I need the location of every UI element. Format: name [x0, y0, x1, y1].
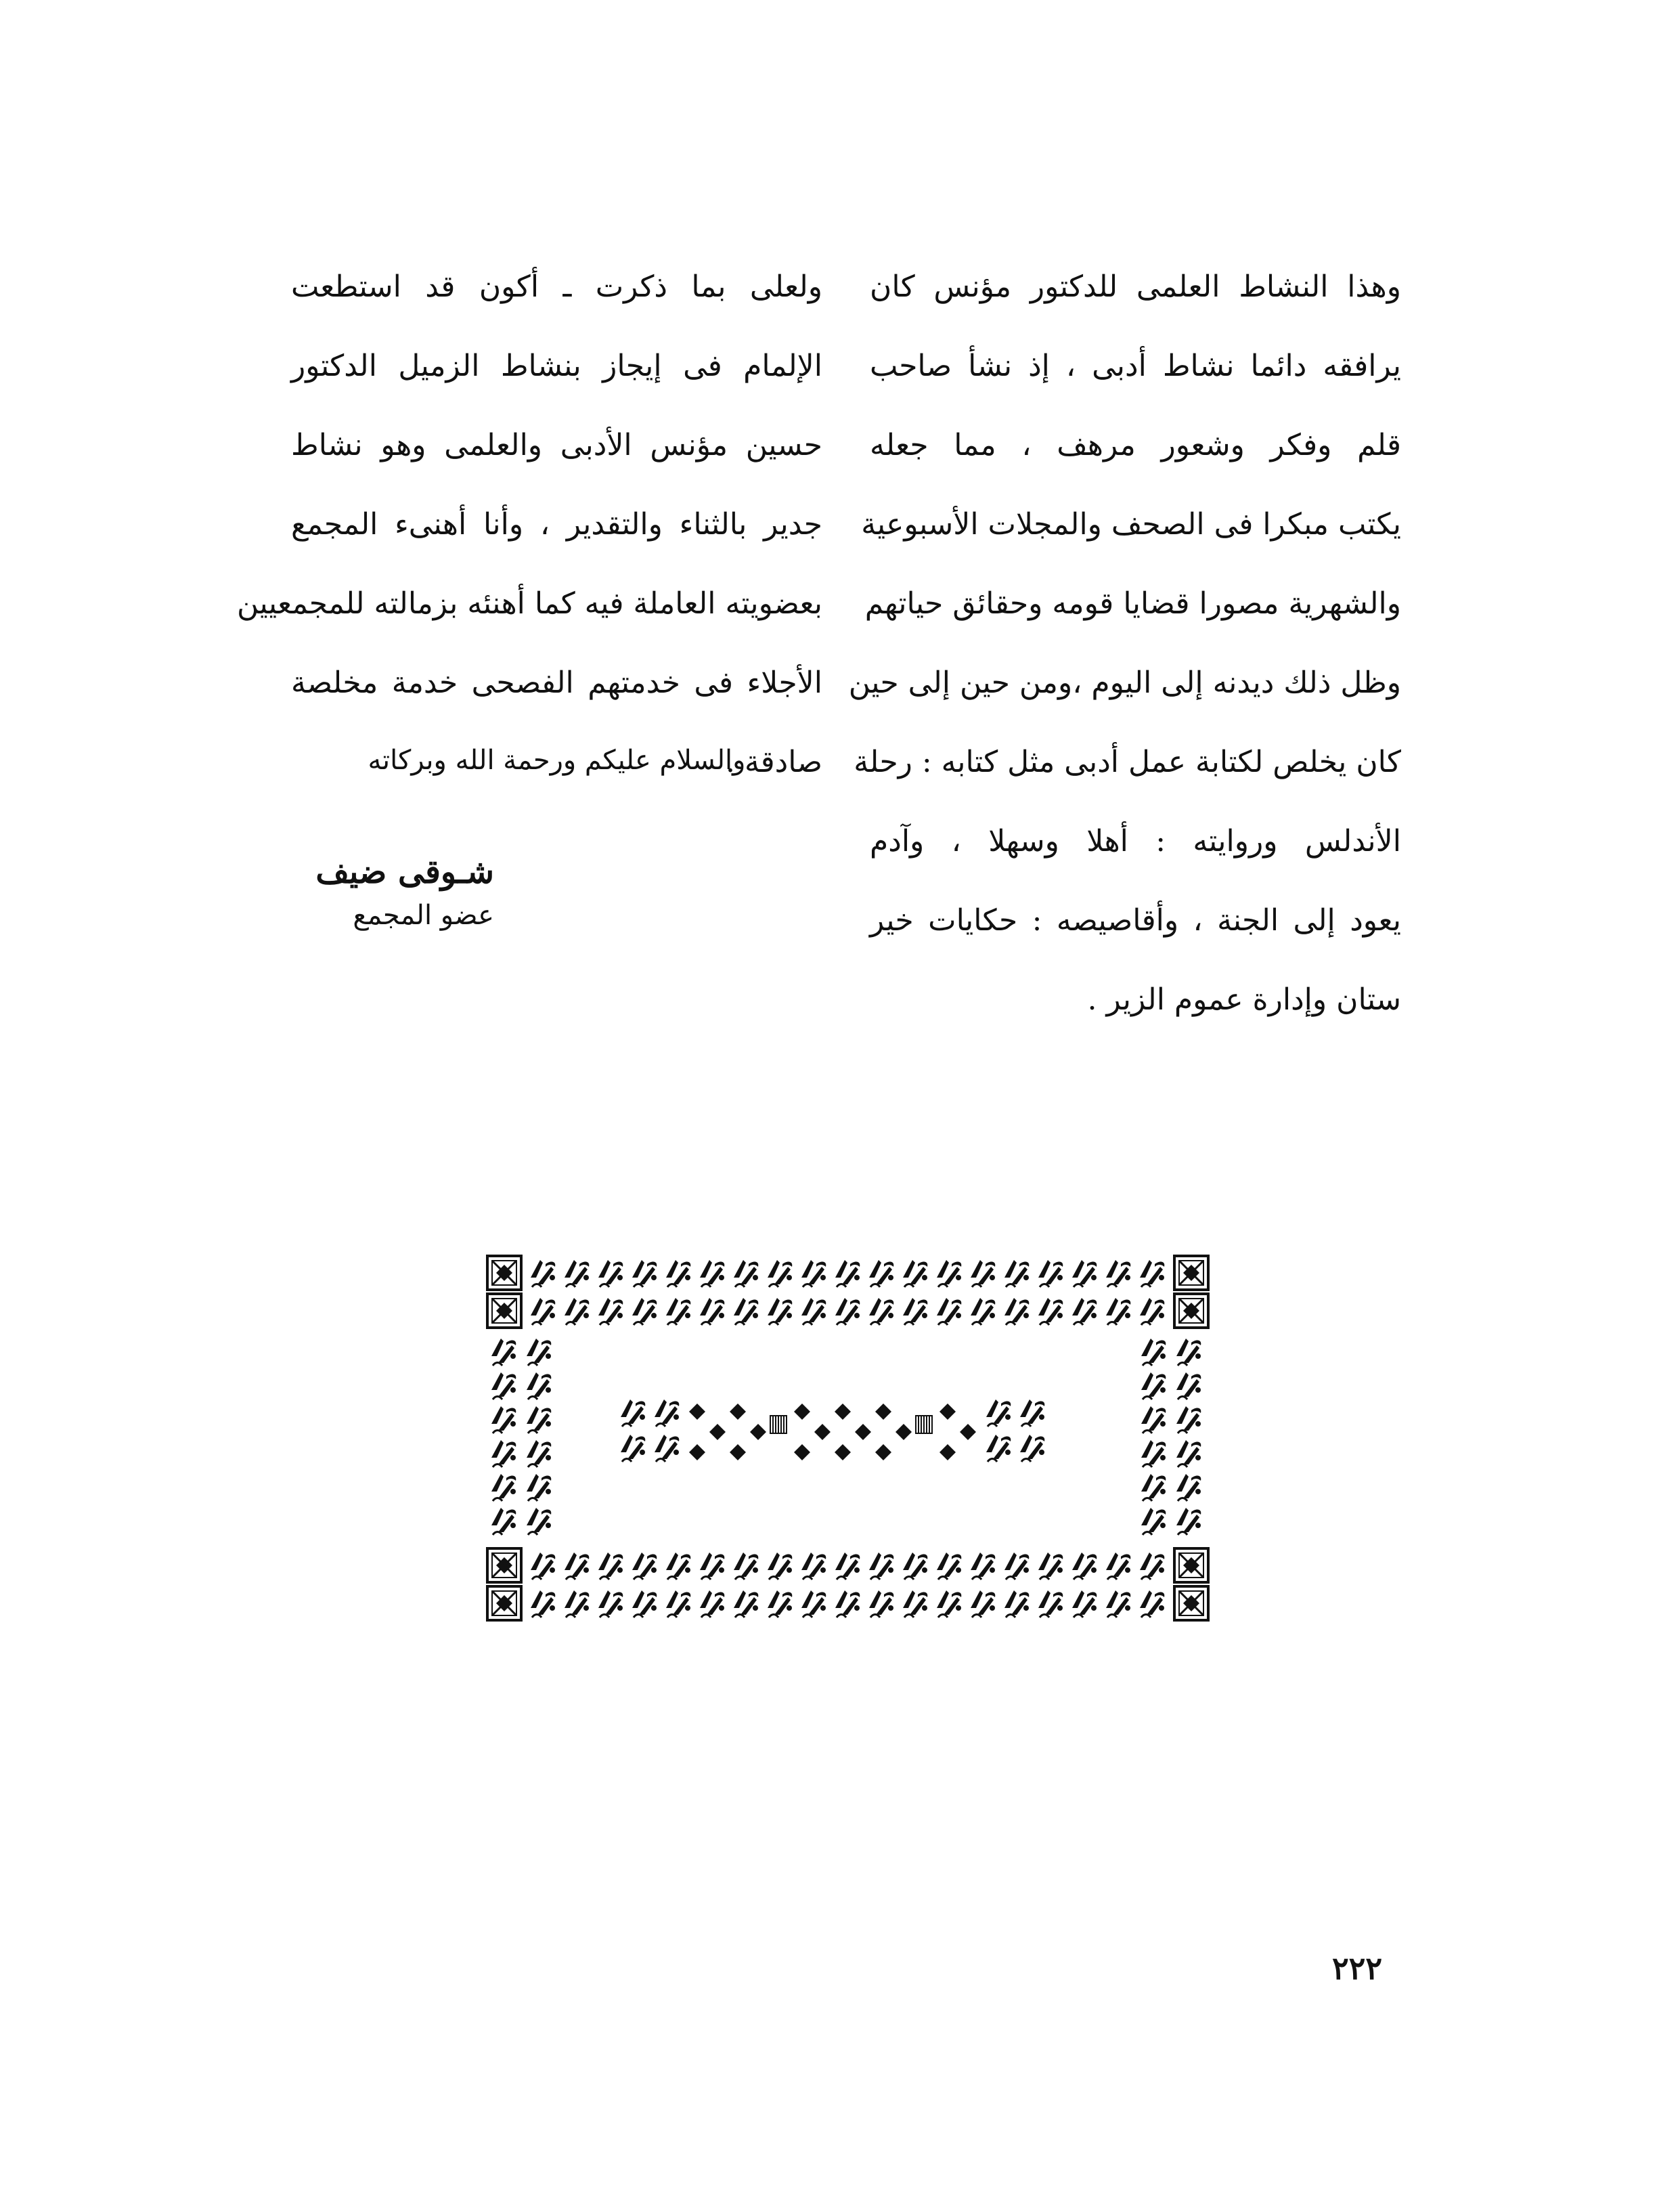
text-line: كان يخلص لكتابة عمل أدبى مثل كتابه : رحلة [854, 745, 1401, 779]
text-line: يرافقه دائما نشاط أدبى ، إذ نشأ صاحب [870, 349, 1401, 383]
text-line: وظل ذلك ديدنه إلى اليوم ،ومن حين إلى حين [848, 666, 1401, 700]
arabesque-border-ornament-icon [486, 1255, 1214, 1622]
text-line: ستان وإدارة عموم الزير . [1087, 982, 1401, 1017]
text-line: جدير بالثناء والتقدير ، وأنا أهنىء المجمع [291, 507, 822, 542]
text-line: قلم وفكر وشعور مرهف ، مما جعله [870, 428, 1401, 462]
text-line: الأندلس وروايته : أهلا وسهلا ، وآدم [870, 824, 1401, 859]
text-line: وهذا النشاط العلمى للدكتور مؤنس كان [870, 269, 1401, 304]
text-line: الأجلاء فى خدمتهم الفصحى خدمة مخلصة [291, 666, 822, 700]
text-line: ولعلى بما ذكرت ـ أكون قد استطعت [291, 269, 822, 304]
closing-salutation: والسلام عليكم ورحمة الله وبركاته [368, 745, 746, 776]
text-line: بعضويته العاملة فيه كما أهنئه بزمالته للمجمعيين [237, 586, 822, 621]
signature-title: عضو المجمع [353, 900, 494, 931]
signature-block [291, 850, 494, 936]
text-line: صادقة . [726, 745, 822, 779]
left-text-column [237, 247, 822, 802]
page-number: ٢٢٢ [1331, 1950, 1383, 1986]
signature-name: شـوقى ضيف [315, 853, 494, 891]
paragraph [237, 247, 822, 802]
text-line: حسين مؤنس الأدبى والعلمى وهو نشاط [291, 428, 822, 462]
paragraph [848, 247, 1401, 1039]
text-line: يعود إلى الجنة ، وأقاصيصه : حكايات خير [870, 903, 1401, 938]
text-line: يكتب مبكرا فى الصحف والمجلات الأسبوعية [861, 507, 1401, 542]
text-line: الإلمام فى إيجاز بنشاط الزميل الدكتور [291, 349, 822, 383]
text-line: والشهرية مصورا قضايا قومه وحقائق حياتهم [864, 586, 1401, 621]
right-text-column [848, 247, 1401, 1039]
